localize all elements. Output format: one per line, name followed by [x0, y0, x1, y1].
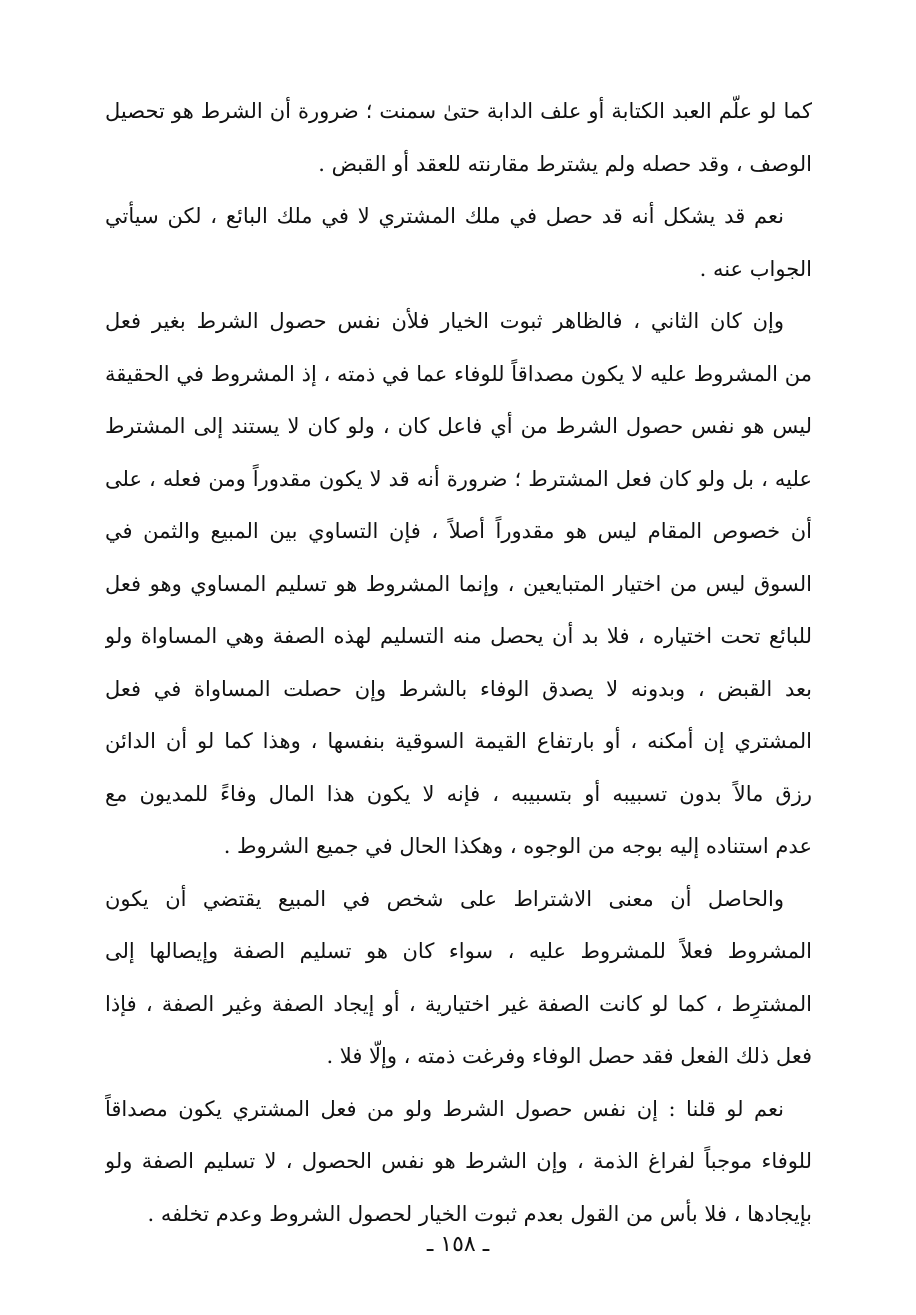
text-line: أن خصوص المقام ليس هو مقدوراً أصلاً ، فإن التساوي بين المبيع والثمن في [105, 519, 812, 543]
text-line: من المشروط عليه لا يكون مصداقاً للوفاء عما في ذمته ، إذ المشروط في الحقيقة [105, 361, 812, 386]
text-line: والحاصل أن معنى الاشتراط على شخص في المبيع يقتضي أن يكون [105, 886, 784, 911]
page-body [105, 85, 812, 1295]
page-number: ـ ١٥٨ ـ [426, 1232, 490, 1257]
text-line: الجواب عنه . [699, 256, 812, 281]
text-line: عليه ، بل ولو كان فعل المشترط ؛ ضرورة أنه قد لا يكون مقدوراً ومن فعله ، على [105, 466, 812, 491]
text-line: المشتري إن أمكنه ، أو بارتفاع القيمة السوقية بنفسها ، وهذا كما لو أن الدائن [105, 729, 812, 753]
text-line: بإيجادها ، فلا بأس من القول بعدم ثبوت الخيار لحصول الشروط وعدم تخلفه . [147, 1201, 812, 1226]
text-line: المشروط فعلاً للمشروط عليه ، سواء كان هو تسليم الصفة وإيصالها إلى [105, 939, 812, 963]
text-line: رزق مالاً بدون تسبيبه أو بتسبيبه ، فإنه لا يكون هذا المال وفاءً للمديون مع [105, 781, 812, 806]
text-line: ليس هو نفس حصول الشرط من أي فاعل كان ، ولو كان لا يستند إلى المشترط [105, 414, 812, 438]
text-line: المشترِط ، كما لو كانت الصفة غير اختيارية ، أو إيجاد الصفة وغير الصفة ، فإذا [105, 991, 812, 1016]
text-line: السوق ليس من اختيار المتبايعين ، وإنما المشروط هو تسليم المساوي وهو فعل [105, 571, 812, 596]
text-line: الوصف ، وقد حصله ولم يشترط مقارنته للعقد أو القبض . [318, 151, 812, 176]
text-line: نعم قد يشكل أنه قد حصل في ملك المشتري لا في ملك البائع ، لكن سيأتي [105, 204, 784, 228]
text-line: للوفاء موجباً لفراغ الذمة ، وإن الشرط هو نفس الحصول ، لا تسليم الصفة ولو [105, 1149, 812, 1173]
text-line: للبائع تحت اختياره ، فلا بد أن يحصل منه التسليم لهذه الصفة وهي المساواة ولو [105, 624, 812, 648]
text-line: وإن كان الثاني ، فالظاهر ثبوت الخيار فلأن نفس حصول الشرط بغير فعل [105, 309, 784, 333]
text-line: بعد القبض ، وبدونه لا يصدق الوفاء بالشرط وإن حصلت المساواة في فعل [105, 676, 812, 701]
text-line: عدم استناده إليه بوجه من الوجوه ، وهكذا الحال في جميع الشروط . [223, 834, 812, 858]
text-line: نعم لو قلنا : إن نفس حصول الشرط ولو من فعل المشتري يكون مصداقاً [105, 1096, 784, 1121]
text-line: كما لو علّم العبد الكتابة أو علف الدابة حتىٰ سمنت ؛ ضرورة أن الشرط هو تحصيل [105, 99, 812, 123]
text-line: فعل ذلك الفعل فقد حصل الوفاء وفرغت ذمته ، وإلّا فلا . [326, 1044, 812, 1068]
